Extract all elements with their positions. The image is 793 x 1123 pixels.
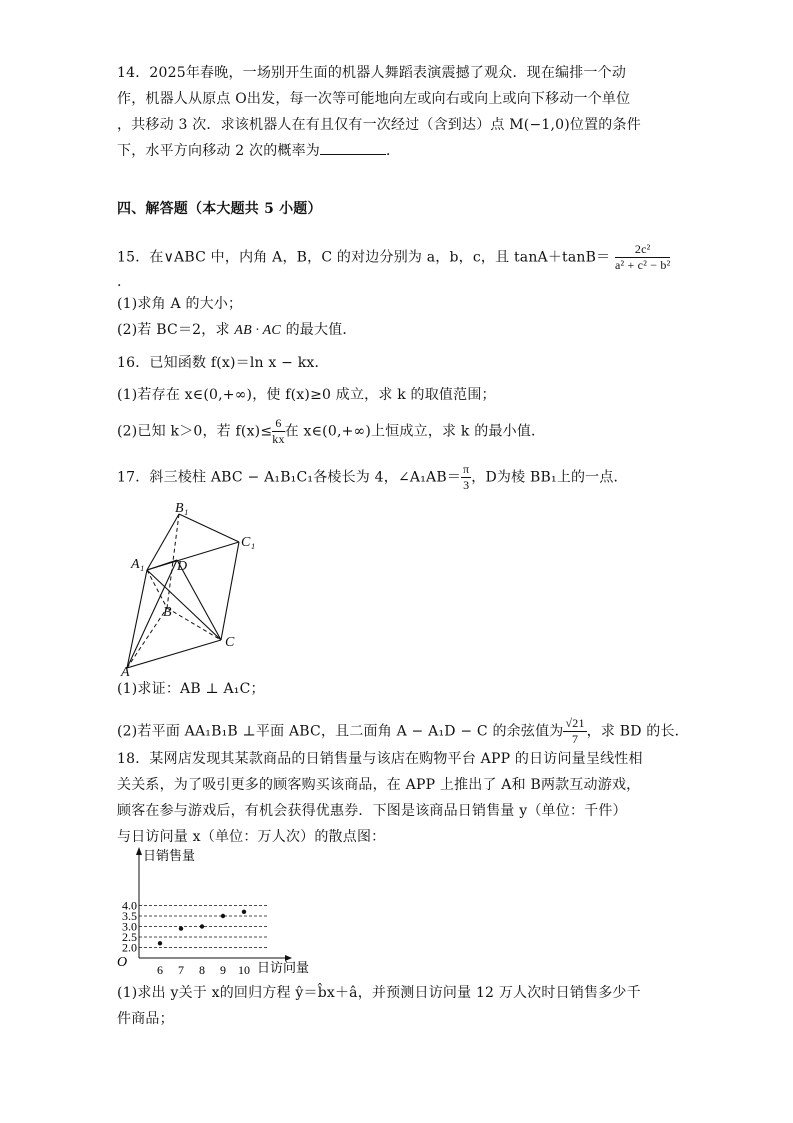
label-D: D — [177, 559, 188, 574]
prism-figure — [117, 498, 277, 678]
q17-frac2-den: 7 — [571, 732, 579, 746]
edge-C-A — [127, 640, 221, 668]
q17-frac-den: 3 — [463, 478, 470, 492]
data-point — [158, 941, 162, 945]
q17-parts — [117, 676, 689, 747]
q14-line4 — [117, 138, 677, 164]
q14-line2: 作，机器人从原点 O出发，每一次等可能地向左或向右或向上或向下移动一个单位 — [117, 91, 631, 107]
answer-blank — [320, 140, 386, 155]
edge-C1-C — [221, 542, 239, 640]
q17-line1-a: 17．斜三棱柱 ABC − A₁B₁C₁各棱长为 4，∠A₁AB＝ — [117, 469, 462, 486]
label-C1: C₁ — [241, 535, 256, 550]
x-axis-label: 日访问量 — [257, 960, 310, 974]
q14-line3: ，共移动 3 次．求该机器人在有且仅有一次经过（含到达）点 M(−1,0)位置的条件 — [117, 117, 641, 133]
q15-fraction — [615, 242, 670, 273]
q15-part2 — [117, 317, 677, 344]
y-tick-label: 2.0 — [122, 940, 137, 955]
q14-line4-text: 下，水平方向移动 2 次的概率为 — [117, 143, 321, 159]
x-tick-label: 8 — [199, 963, 205, 974]
q15-part2-b: 的最大值． — [280, 322, 357, 338]
y-tick-label: 2.5 — [122, 930, 137, 944]
q18-line2: 关关系，为了吸引更多的顾客购买该商品，在 APP 上推出了 A和 B两款互动游戏， — [117, 777, 641, 793]
x-tick-label: 7 — [178, 963, 184, 974]
data-point — [200, 924, 204, 928]
q16-frac-num: 6 — [272, 416, 284, 432]
y-axis-arrow — [136, 847, 142, 855]
q17-fraction2 — [563, 716, 586, 747]
data-point — [242, 910, 246, 914]
y-tick-label: 3.0 — [122, 919, 137, 934]
y-tick-label: 3.5 — [122, 909, 137, 923]
q18-line4: 与日访问量 x（单位：万人次）的散点图： — [117, 829, 386, 845]
q17-frac2-num: √21 — [565, 716, 585, 730]
q17-frac-num: π — [463, 462, 470, 476]
q16-frac-den: kx — [272, 432, 285, 446]
q17-part1: (1)求证：AB ⊥ A₁C； — [117, 681, 265, 697]
edge-B1-C1 — [179, 514, 239, 542]
section-title: 四、解答题（本大题共 5 小题） — [117, 201, 322, 217]
label-C: C — [225, 635, 235, 650]
origin-label: O — [117, 955, 128, 970]
q17-line1-b: ，D为棱 BB₁上的一点． — [471, 469, 628, 486]
q15-frac-num: 2c² — [615, 242, 670, 258]
q15-frac-den: a² + c² − b² — [614, 258, 671, 272]
edge-A1-C — [147, 570, 221, 640]
q15-stem: 15．在∨ABC 中，内角 A，B，C 的对边分别为 a，b，c，且 tanA＋tanB＝ — [117, 249, 611, 266]
q16-part2-b: 在 x∈(0,+∞)上恒成立，求 k 的最小值． — [284, 423, 546, 440]
q17-part2-b: ，求 BD 的长． — [586, 723, 689, 740]
q18-part1-line2: 件商品； — [117, 1011, 174, 1027]
y-tick-label: 4.0 — [122, 898, 137, 913]
question-18 — [117, 746, 677, 850]
data-point — [179, 926, 183, 930]
q15-line1 — [117, 242, 677, 273]
x-tick-label: 9 — [220, 963, 226, 974]
x-tick-label: 10 — [238, 963, 250, 974]
q16-part1: (1)若存在 x∈(0,+∞)，使 f(x)≥0 成立，求 k 的取值范围； — [117, 387, 496, 403]
q16-fraction — [272, 416, 284, 447]
q17-part2-a: (2)若平面 AA₁B₁B ⊥平面 ABC，且二面角 A − A₁D − C 的余弦值为 — [117, 723, 564, 740]
q18-part1-line1: (1)求出 y关于 x的回归方程 ŷ＝b̂x＋â，并预测日访问量 12 万人次时日销售多少千 — [117, 985, 641, 1001]
q14-line1: 14．2025年春晚，一场别开生面的机器人舞蹈表演震撼了观众．现在编排一个动 — [117, 65, 627, 81]
q15-dot: . — [117, 274, 122, 290]
q18-line3: 顾客在参与游戏后，有机会获得优惠券．下图是该商品日销售量 y（单位：千件） — [117, 803, 627, 819]
label-B1: B₁ — [175, 501, 189, 516]
q16-part2-a: (2)已知 k＞0，若 f(x)≤ — [117, 423, 273, 440]
q17-line1 — [117, 462, 677, 493]
q15-part2-a: (2)若 BC＝2，求 — [117, 322, 235, 338]
q16-line1: 16．已知函数 f(x)＝ln x − kx． — [117, 355, 329, 371]
q18-part1 — [117, 980, 677, 1032]
question-16 — [117, 350, 677, 447]
data-point — [221, 914, 225, 918]
label-A1: A₁ — [131, 557, 145, 572]
q14-period: ． — [386, 143, 401, 159]
question-17 — [117, 462, 677, 493]
q17-fraction — [461, 462, 471, 493]
x-tick-label: 6 — [157, 963, 163, 974]
q16-part2 — [117, 416, 677, 447]
chart-points — [158, 910, 246, 946]
label-B: B — [163, 605, 172, 620]
y-axis-label: 日销售量 — [143, 848, 196, 863]
q15-vector-expr: AB · AC — [234, 323, 281, 338]
scatter-chart — [117, 846, 317, 974]
question-14 — [117, 60, 677, 164]
chart-tick-labels — [122, 899, 250, 975]
q17-part2 — [117, 716, 689, 747]
label-A: A — [121, 665, 130, 678]
q18-line1: 18．某网店发现其某款商品的日销售量与该店在购物平台 APP 的日访问量呈线性相 — [117, 751, 643, 767]
question-15 — [117, 242, 677, 344]
q15-part1: (1)求角 A 的大小； — [117, 296, 243, 312]
edge-B-C — [167, 608, 221, 640]
